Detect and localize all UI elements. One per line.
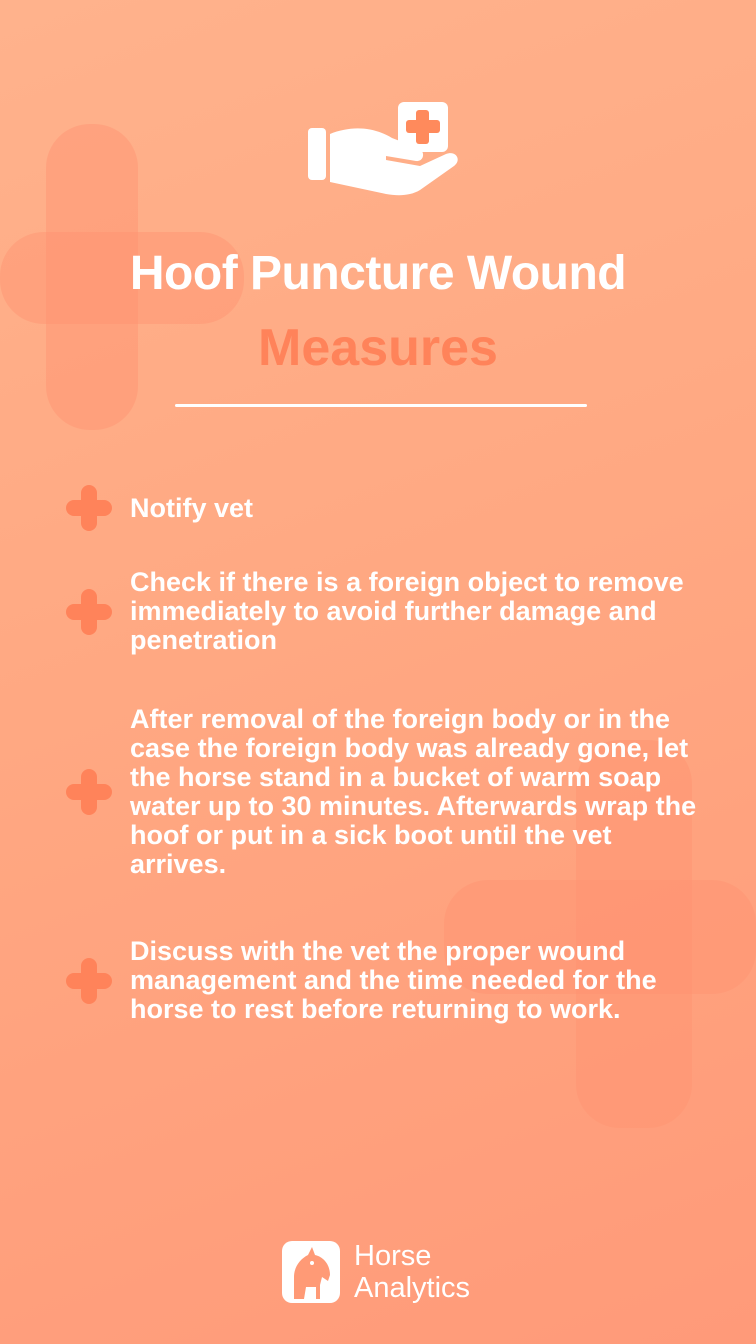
step-text: Discuss with the vet the proper wound management and the time needed for the horse to rest before returning to work. bbox=[130, 936, 657, 1024]
brand-name-line2: Analytics bbox=[354, 1272, 471, 1304]
plus-cross-icon bbox=[64, 956, 114, 1006]
step-text: After removal of the foreign body or in the case the foreign body was already gone, let the horse stand in a bucket of warm soap water up to 30 minutes. Afterwards wrap the hoof or put in a sick boot until the vet arrives. bbox=[130, 704, 697, 879]
page-subtitle: Measures bbox=[258, 319, 498, 377]
list-item bbox=[64, 705, 700, 879]
title-divider bbox=[175, 404, 587, 407]
page-title: Hoof Puncture Wound bbox=[129, 247, 627, 300]
horse-logo-icon bbox=[282, 1241, 340, 1303]
hand-holding-medical-icon bbox=[300, 96, 460, 206]
step-text: Notify vet bbox=[130, 492, 254, 523]
plus-cross-icon bbox=[64, 483, 114, 533]
list-item bbox=[64, 568, 700, 655]
plus-cross-icon bbox=[64, 587, 114, 637]
list-item bbox=[64, 483, 700, 533]
plus-cross-icon bbox=[64, 767, 114, 817]
brand-name-line1: Horse bbox=[354, 1240, 432, 1272]
list-item bbox=[64, 937, 700, 1024]
step-text: Check if there is a foreign object to remove immediately to avoid further damage and penetration bbox=[130, 567, 684, 655]
brand-logo bbox=[282, 1240, 470, 1304]
